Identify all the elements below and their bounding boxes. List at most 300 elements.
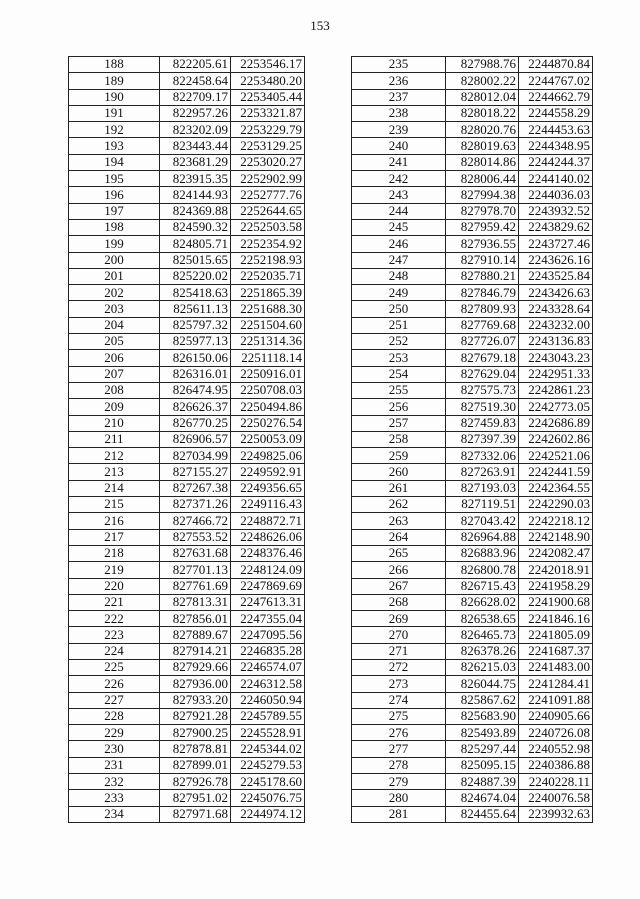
y-coordinate-cell: 2250053.09 — [231, 431, 305, 447]
x-coordinate-cell: 827631.68 — [160, 545, 231, 561]
table-row — [352, 497, 593, 513]
y-coordinate-cell: 2244662.79 — [519, 89, 593, 105]
y-coordinate-cell: 2251314.36 — [231, 334, 305, 350]
point-number-cell: 272 — [352, 659, 446, 675]
table-row — [69, 806, 305, 822]
y-coordinate-cell: 2241958.29 — [519, 578, 593, 594]
table-row — [352, 578, 593, 594]
y-coordinate-cell: 2245789.55 — [231, 708, 305, 724]
y-coordinate-cell: 2240552.98 — [519, 741, 593, 757]
y-coordinate-cell: 2248376.46 — [231, 545, 305, 561]
y-coordinate-cell: 2250276.54 — [231, 415, 305, 431]
table-row — [69, 725, 305, 741]
y-coordinate-cell: 2241805.09 — [519, 627, 593, 643]
point-number-cell: 217 — [69, 529, 160, 545]
x-coordinate-cell: 825297.44 — [446, 741, 519, 757]
x-coordinate-cell: 827900.25 — [160, 725, 231, 741]
x-coordinate-cell: 827978.70 — [446, 203, 519, 219]
point-number-cell: 191 — [69, 105, 160, 121]
x-coordinate-cell: 827043.42 — [446, 513, 519, 529]
x-coordinate-cell: 826964.88 — [446, 529, 519, 545]
table-row — [352, 382, 593, 398]
x-coordinate-cell: 827971.68 — [160, 806, 231, 822]
point-number-cell: 232 — [69, 774, 160, 790]
point-number-cell: 246 — [352, 236, 446, 252]
y-coordinate-cell: 2241091.88 — [519, 692, 593, 708]
y-coordinate-cell: 2244036.03 — [519, 187, 593, 203]
table-row — [352, 741, 593, 757]
point-number-cell: 198 — [69, 219, 160, 235]
y-coordinate-cell: 2242018.91 — [519, 562, 593, 578]
table-row — [352, 334, 593, 350]
y-coordinate-cell: 2247613.31 — [231, 594, 305, 610]
y-coordinate-cell: 2248626.06 — [231, 529, 305, 545]
y-coordinate-cell: 2252902.99 — [231, 171, 305, 187]
table-row — [69, 236, 305, 252]
point-number-cell: 194 — [69, 154, 160, 170]
x-coordinate-cell: 824590.32 — [160, 219, 231, 235]
table-row — [352, 138, 593, 154]
x-coordinate-cell: 827889.67 — [160, 627, 231, 643]
x-coordinate-cell: 822205.61 — [160, 57, 231, 73]
point-number-cell: 249 — [352, 285, 446, 301]
table-row — [69, 448, 305, 464]
point-number-cell: 260 — [352, 464, 446, 480]
table-row — [69, 399, 305, 415]
x-coordinate-cell: 824674.04 — [446, 790, 519, 806]
table-row — [352, 252, 593, 268]
point-number-cell: 211 — [69, 431, 160, 447]
table-row — [69, 659, 305, 675]
y-coordinate-cell: 2253405.44 — [231, 89, 305, 105]
x-coordinate-cell: 823443.44 — [160, 138, 231, 154]
x-coordinate-cell: 823681.29 — [160, 154, 231, 170]
x-coordinate-cell: 827951.02 — [160, 790, 231, 806]
y-coordinate-cell: 2241483.00 — [519, 659, 593, 675]
x-coordinate-cell: 825797.32 — [160, 317, 231, 333]
table-row — [352, 643, 593, 659]
point-number-cell: 271 — [352, 643, 446, 659]
y-coordinate-cell: 2246312.58 — [231, 676, 305, 692]
point-number-cell: 274 — [352, 692, 446, 708]
table-row — [69, 464, 305, 480]
x-coordinate-cell: 824369.88 — [160, 203, 231, 219]
point-number-cell: 226 — [69, 676, 160, 692]
point-number-cell: 229 — [69, 725, 160, 741]
x-coordinate-cell: 827459.83 — [446, 415, 519, 431]
x-coordinate-cell: 826906.57 — [160, 431, 231, 447]
point-number-cell: 270 — [352, 627, 446, 643]
point-number-cell: 230 — [69, 741, 160, 757]
point-number-cell: 234 — [69, 806, 160, 822]
coordinates-table-right — [351, 56, 593, 823]
table-row — [352, 268, 593, 284]
table-row — [69, 676, 305, 692]
table-row — [352, 611, 593, 627]
point-number-cell: 223 — [69, 627, 160, 643]
table-row — [69, 268, 305, 284]
y-coordinate-cell: 2244244.37 — [519, 154, 593, 170]
y-coordinate-cell: 2245076.75 — [231, 790, 305, 806]
point-number-cell: 243 — [352, 187, 446, 203]
y-coordinate-cell: 2243328.64 — [519, 301, 593, 317]
table-row — [352, 757, 593, 773]
x-coordinate-cell: 827914.21 — [160, 643, 231, 659]
point-number-cell: 192 — [69, 122, 160, 138]
x-coordinate-cell: 822957.26 — [160, 105, 231, 121]
y-coordinate-cell: 2240076.58 — [519, 790, 593, 806]
point-number-cell: 278 — [352, 757, 446, 773]
x-coordinate-cell: 825867.62 — [446, 692, 519, 708]
point-number-cell: 225 — [69, 659, 160, 675]
point-number-cell: 219 — [69, 562, 160, 578]
point-number-cell: 253 — [352, 350, 446, 366]
point-number-cell: 208 — [69, 382, 160, 398]
x-coordinate-cell: 826378.26 — [446, 643, 519, 659]
x-coordinate-cell: 828002.22 — [446, 73, 519, 89]
y-coordinate-cell: 2249116.43 — [231, 497, 305, 513]
y-coordinate-cell: 2248124.09 — [231, 562, 305, 578]
y-coordinate-cell: 2242082.47 — [519, 545, 593, 561]
y-coordinate-cell: 2243525.84 — [519, 268, 593, 284]
x-coordinate-cell: 827371.26 — [160, 497, 231, 513]
point-number-cell: 210 — [69, 415, 160, 431]
point-number-cell: 207 — [69, 366, 160, 382]
table-row — [69, 415, 305, 431]
y-coordinate-cell: 2242521.06 — [519, 448, 593, 464]
table-row — [352, 105, 593, 121]
y-coordinate-cell: 2251504.60 — [231, 317, 305, 333]
table-row — [69, 741, 305, 757]
y-coordinate-cell: 2241846.16 — [519, 611, 593, 627]
point-number-cell: 275 — [352, 708, 446, 724]
y-coordinate-cell: 2252198.93 — [231, 252, 305, 268]
table-row — [69, 774, 305, 790]
table-row — [352, 203, 593, 219]
point-number-cell: 269 — [352, 611, 446, 627]
y-coordinate-cell: 2253321.87 — [231, 105, 305, 121]
y-coordinate-cell: 2243829.62 — [519, 219, 593, 235]
y-coordinate-cell: 2243626.16 — [519, 252, 593, 268]
point-number-cell: 201 — [69, 268, 160, 284]
point-number-cell: 262 — [352, 497, 446, 513]
point-number-cell: 216 — [69, 513, 160, 529]
point-number-cell: 202 — [69, 285, 160, 301]
table-row — [69, 171, 305, 187]
x-coordinate-cell: 824455.64 — [446, 806, 519, 822]
table-row — [69, 138, 305, 154]
y-coordinate-cell: 2248872.71 — [231, 513, 305, 529]
y-coordinate-cell: 2252503.58 — [231, 219, 305, 235]
x-coordinate-cell: 823202.09 — [160, 122, 231, 138]
x-coordinate-cell: 827332.06 — [446, 448, 519, 464]
table-row — [69, 611, 305, 627]
table-row — [69, 219, 305, 235]
x-coordinate-cell: 825015.65 — [160, 252, 231, 268]
y-coordinate-cell: 2243727.46 — [519, 236, 593, 252]
x-coordinate-cell: 827933.20 — [160, 692, 231, 708]
x-coordinate-cell: 827929.66 — [160, 659, 231, 675]
point-number-cell: 266 — [352, 562, 446, 578]
table-row — [352, 73, 593, 89]
table-row — [69, 154, 305, 170]
x-coordinate-cell: 827988.76 — [446, 57, 519, 73]
x-coordinate-cell: 827926.78 — [160, 774, 231, 790]
x-coordinate-cell: 827994.38 — [446, 187, 519, 203]
table-row — [69, 252, 305, 268]
x-coordinate-cell: 828012.04 — [446, 89, 519, 105]
y-coordinate-cell: 2243932.52 — [519, 203, 593, 219]
point-number-cell: 267 — [352, 578, 446, 594]
table-row — [69, 89, 305, 105]
x-coordinate-cell: 827936.00 — [160, 676, 231, 692]
table-row — [352, 350, 593, 366]
y-coordinate-cell: 2253020.27 — [231, 154, 305, 170]
y-coordinate-cell: 2246574.07 — [231, 659, 305, 675]
point-number-cell: 242 — [352, 171, 446, 187]
x-coordinate-cell: 825977.13 — [160, 334, 231, 350]
point-number-cell: 250 — [352, 301, 446, 317]
table-row — [352, 725, 593, 741]
y-coordinate-cell: 2252644.65 — [231, 203, 305, 219]
point-number-cell: 236 — [352, 73, 446, 89]
table-row — [69, 545, 305, 561]
table-row — [69, 578, 305, 594]
table-row — [69, 366, 305, 382]
point-number-cell: 220 — [69, 578, 160, 594]
x-coordinate-cell: 827629.04 — [446, 366, 519, 382]
table-row — [352, 431, 593, 447]
point-number-cell: 197 — [69, 203, 160, 219]
y-coordinate-cell: 2249592.91 — [231, 464, 305, 480]
y-coordinate-cell: 2242686.89 — [519, 415, 593, 431]
table-row — [69, 122, 305, 138]
y-coordinate-cell: 2245279.53 — [231, 757, 305, 773]
table-row — [352, 154, 593, 170]
table-row — [352, 594, 593, 610]
table-row — [352, 317, 593, 333]
point-number-cell: 240 — [352, 138, 446, 154]
point-number-cell: 265 — [352, 545, 446, 561]
x-coordinate-cell: 828006.44 — [446, 171, 519, 187]
table-row — [352, 219, 593, 235]
x-coordinate-cell: 827878.81 — [160, 741, 231, 757]
table-row — [352, 708, 593, 724]
point-number-cell: 252 — [352, 334, 446, 350]
point-number-cell: 205 — [69, 334, 160, 350]
point-number-cell: 255 — [352, 382, 446, 398]
point-number-cell: 221 — [69, 594, 160, 610]
x-coordinate-cell: 827813.31 — [160, 594, 231, 610]
coordinates-table-left — [68, 56, 305, 823]
y-coordinate-cell: 2239932.63 — [519, 806, 593, 822]
point-number-cell: 222 — [69, 611, 160, 627]
table-row — [352, 415, 593, 431]
y-coordinate-cell: 2241284.41 — [519, 676, 593, 692]
x-coordinate-cell: 826883.96 — [446, 545, 519, 561]
table-row — [352, 57, 593, 73]
point-number-cell: 203 — [69, 301, 160, 317]
point-number-cell: 196 — [69, 187, 160, 203]
x-coordinate-cell: 827761.69 — [160, 578, 231, 594]
y-coordinate-cell: 2252035.71 — [231, 268, 305, 284]
point-number-cell: 214 — [69, 480, 160, 496]
y-coordinate-cell: 2244974.12 — [231, 806, 305, 822]
x-coordinate-cell: 827856.01 — [160, 611, 231, 627]
x-coordinate-cell: 827679.18 — [446, 350, 519, 366]
y-coordinate-cell: 2251118.14 — [231, 350, 305, 366]
x-coordinate-cell: 828018.22 — [446, 105, 519, 121]
point-number-cell: 257 — [352, 415, 446, 431]
y-coordinate-cell: 2241900.68 — [519, 594, 593, 610]
x-coordinate-cell: 824805.71 — [160, 236, 231, 252]
x-coordinate-cell: 827466.72 — [160, 513, 231, 529]
x-coordinate-cell: 823915.35 — [160, 171, 231, 187]
y-coordinate-cell: 2243136.83 — [519, 334, 593, 350]
table-row — [69, 334, 305, 350]
point-number-cell: 199 — [69, 236, 160, 252]
point-number-cell: 261 — [352, 480, 446, 496]
table-row — [352, 774, 593, 790]
y-coordinate-cell: 2243426.63 — [519, 285, 593, 301]
table-row — [352, 366, 593, 382]
y-coordinate-cell: 2249356.65 — [231, 480, 305, 496]
x-coordinate-cell: 827397.39 — [446, 431, 519, 447]
table-row — [69, 562, 305, 578]
table-row — [69, 57, 305, 73]
y-coordinate-cell: 2245528.91 — [231, 725, 305, 741]
y-coordinate-cell: 2240386.88 — [519, 757, 593, 773]
table-row — [352, 627, 593, 643]
table-row — [69, 382, 305, 398]
x-coordinate-cell: 827899.01 — [160, 757, 231, 773]
point-number-cell: 256 — [352, 399, 446, 415]
y-coordinate-cell: 2250494.86 — [231, 399, 305, 415]
table-row — [69, 187, 305, 203]
table-row — [352, 692, 593, 708]
x-coordinate-cell: 827880.21 — [446, 268, 519, 284]
point-number-cell: 239 — [352, 122, 446, 138]
x-coordinate-cell: 826538.65 — [446, 611, 519, 627]
table-row — [69, 790, 305, 806]
y-coordinate-cell: 2244348.95 — [519, 138, 593, 154]
table-row — [69, 643, 305, 659]
point-number-cell: 227 — [69, 692, 160, 708]
y-coordinate-cell: 2241687.37 — [519, 643, 593, 659]
y-coordinate-cell: 2253129.25 — [231, 138, 305, 154]
y-coordinate-cell: 2246050.94 — [231, 692, 305, 708]
x-coordinate-cell: 827119.51 — [446, 497, 519, 513]
x-coordinate-cell: 825683.90 — [446, 708, 519, 724]
x-coordinate-cell: 826770.25 — [160, 415, 231, 431]
point-number-cell: 238 — [352, 105, 446, 121]
point-number-cell: 277 — [352, 741, 446, 757]
y-coordinate-cell: 2253480.20 — [231, 73, 305, 89]
table-row — [69, 529, 305, 545]
table-row — [69, 757, 305, 773]
x-coordinate-cell: 828019.63 — [446, 138, 519, 154]
x-coordinate-cell: 826316.01 — [160, 366, 231, 382]
point-number-cell: 280 — [352, 790, 446, 806]
y-coordinate-cell: 2243232.00 — [519, 317, 593, 333]
x-coordinate-cell: 827921.28 — [160, 708, 231, 724]
x-coordinate-cell: 824887.39 — [446, 774, 519, 790]
table-row — [69, 480, 305, 496]
x-coordinate-cell: 824144.93 — [160, 187, 231, 203]
point-number-cell: 237 — [352, 89, 446, 105]
y-coordinate-cell: 2244870.84 — [519, 57, 593, 73]
x-coordinate-cell: 822709.17 — [160, 89, 231, 105]
point-number-cell: 212 — [69, 448, 160, 464]
y-coordinate-cell: 2242602.86 — [519, 431, 593, 447]
x-coordinate-cell: 827936.55 — [446, 236, 519, 252]
point-number-cell: 204 — [69, 317, 160, 333]
table-row — [352, 513, 593, 529]
x-coordinate-cell: 827267.38 — [160, 480, 231, 496]
table-row — [69, 301, 305, 317]
y-coordinate-cell: 2240726.08 — [519, 725, 593, 741]
point-number-cell: 195 — [69, 171, 160, 187]
x-coordinate-cell: 826715.43 — [446, 578, 519, 594]
y-coordinate-cell: 2251865.39 — [231, 285, 305, 301]
y-coordinate-cell: 2242441.59 — [519, 464, 593, 480]
x-coordinate-cell: 825611.13 — [160, 301, 231, 317]
table-row — [352, 529, 593, 545]
x-coordinate-cell: 826474.95 — [160, 382, 231, 398]
y-coordinate-cell: 2240228.11 — [519, 774, 593, 790]
y-coordinate-cell: 2242773.05 — [519, 399, 593, 415]
y-coordinate-cell: 2243043.23 — [519, 350, 593, 366]
x-coordinate-cell: 827193.03 — [446, 480, 519, 496]
point-number-cell: 224 — [69, 643, 160, 659]
point-number-cell: 235 — [352, 57, 446, 73]
table-row — [352, 545, 593, 561]
table-row — [352, 806, 593, 822]
x-coordinate-cell: 827701.13 — [160, 562, 231, 578]
table-row — [69, 73, 305, 89]
table-row — [352, 448, 593, 464]
table-row — [352, 399, 593, 415]
point-number-cell: 193 — [69, 138, 160, 154]
x-coordinate-cell: 828014.86 — [446, 154, 519, 170]
y-coordinate-cell: 2250916.01 — [231, 366, 305, 382]
x-coordinate-cell: 822458.64 — [160, 73, 231, 89]
y-coordinate-cell: 2251688.30 — [231, 301, 305, 317]
y-coordinate-cell: 2244767.02 — [519, 73, 593, 89]
y-coordinate-cell: 2244140.02 — [519, 171, 593, 187]
table-row — [352, 285, 593, 301]
point-number-cell: 233 — [69, 790, 160, 806]
table-row — [352, 464, 593, 480]
point-number-cell: 276 — [352, 725, 446, 741]
y-coordinate-cell: 2242861.23 — [519, 382, 593, 398]
table-row — [352, 171, 593, 187]
point-number-cell: 258 — [352, 431, 446, 447]
point-number-cell: 209 — [69, 399, 160, 415]
y-coordinate-cell: 2242148.90 — [519, 529, 593, 545]
x-coordinate-cell: 827553.52 — [160, 529, 231, 545]
y-coordinate-cell: 2242218.12 — [519, 513, 593, 529]
point-number-cell: 190 — [69, 89, 160, 105]
y-coordinate-cell: 2253229.79 — [231, 122, 305, 138]
x-coordinate-cell: 826215.03 — [446, 659, 519, 675]
point-number-cell: 247 — [352, 252, 446, 268]
point-number-cell: 244 — [352, 203, 446, 219]
x-coordinate-cell: 825095.15 — [446, 757, 519, 773]
table-row — [352, 659, 593, 675]
point-number-cell: 228 — [69, 708, 160, 724]
point-number-cell: 188 — [69, 57, 160, 73]
